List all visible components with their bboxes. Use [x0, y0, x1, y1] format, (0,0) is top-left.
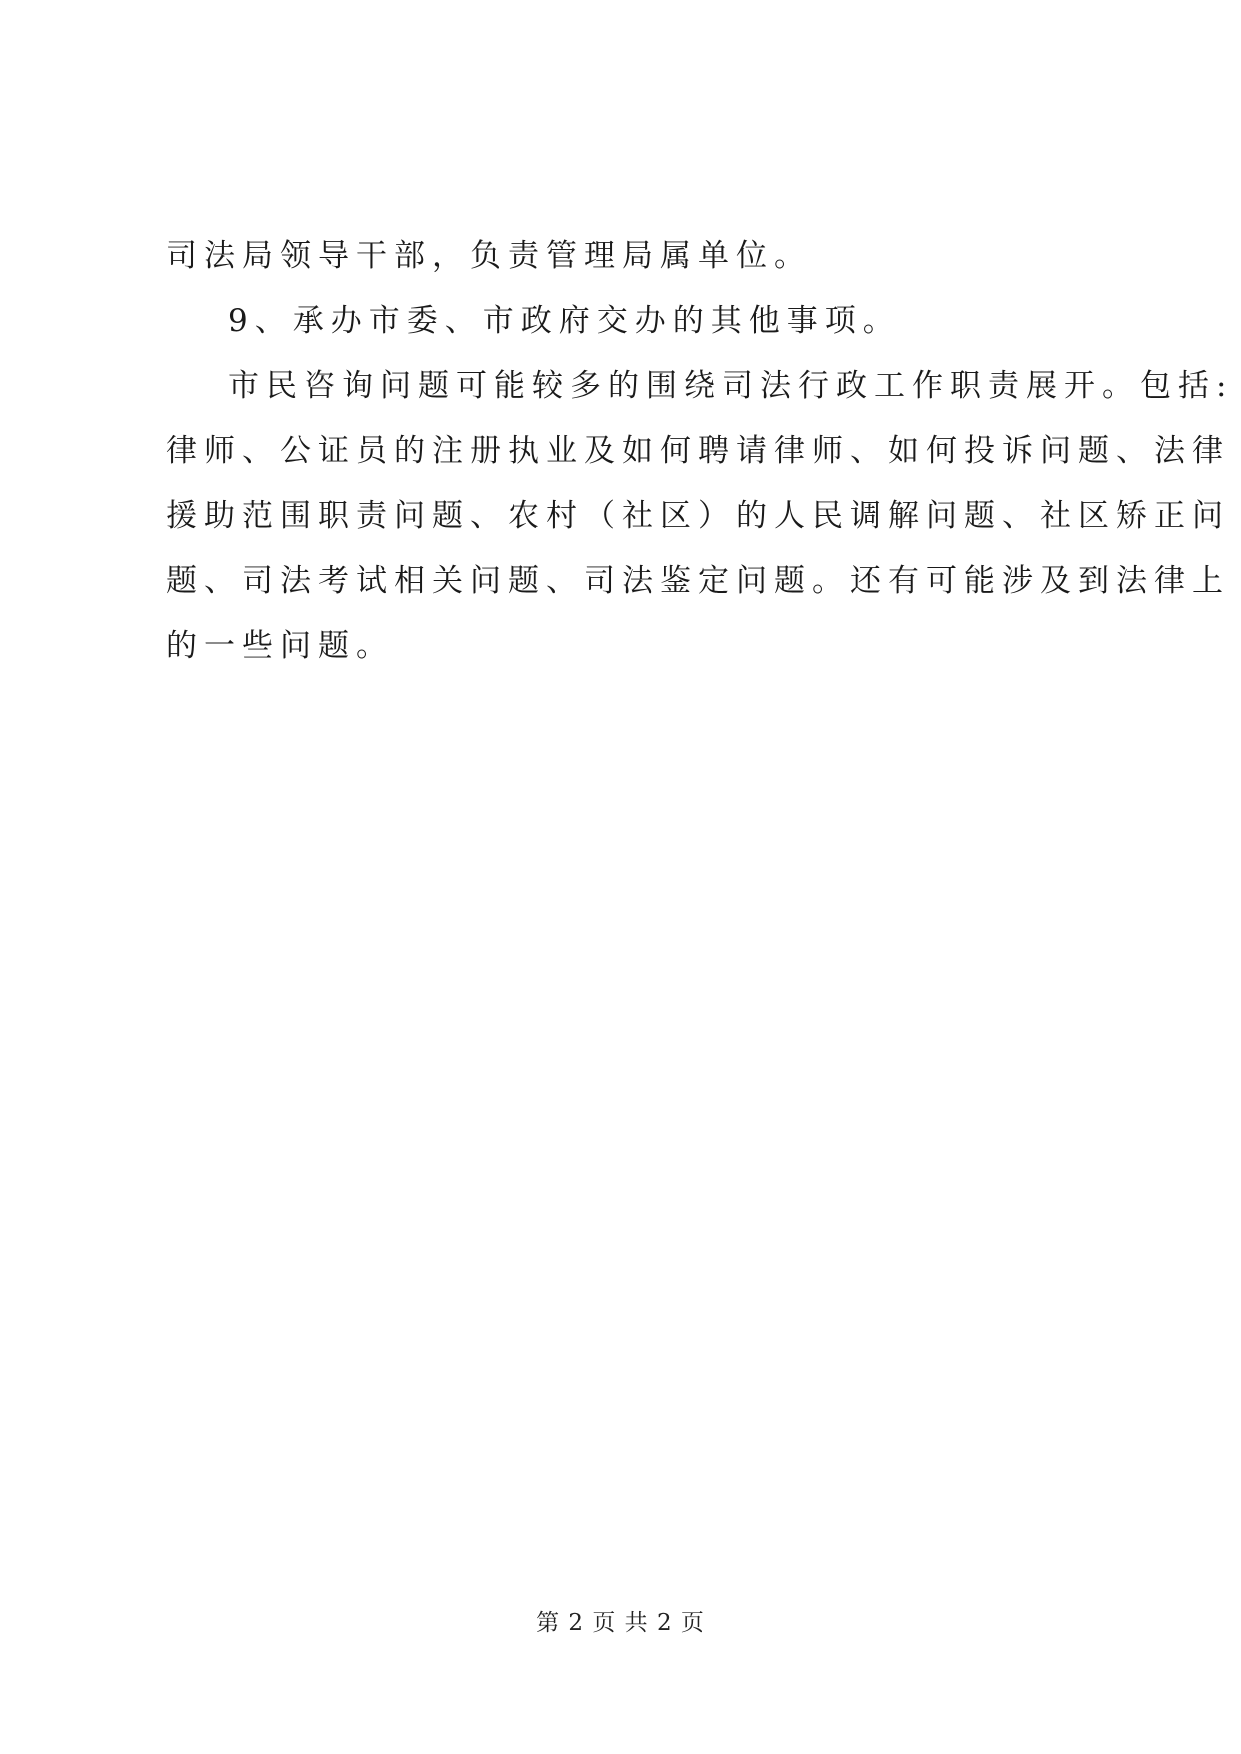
paragraph-line: 援助范围职责问题、农村（社区）的人民调解问题、社区矫正问: [166, 498, 1230, 534]
paragraph-line: 司法局领导干部，负责管理局属单位。: [166, 238, 812, 274]
paragraph-line: 律师、公证员的注册执业及如何聘请律师、如何投诉问题、法律: [166, 433, 1230, 469]
paragraph-line: 题、司法考试相关问题、司法鉴定问题。还有可能涉及到法律上: [166, 563, 1230, 599]
page-number-footer: 第 2 页 共 2 页: [536, 1610, 705, 1636]
list-item-9: 9、承办市委、市政府交办的其他事项。: [228, 303, 901, 339]
paragraph-line: 的一些问题。: [166, 628, 394, 664]
paragraph-line: 市民咨询问题可能较多的围绕司法行政工作职责展开。包括:: [228, 368, 1234, 404]
